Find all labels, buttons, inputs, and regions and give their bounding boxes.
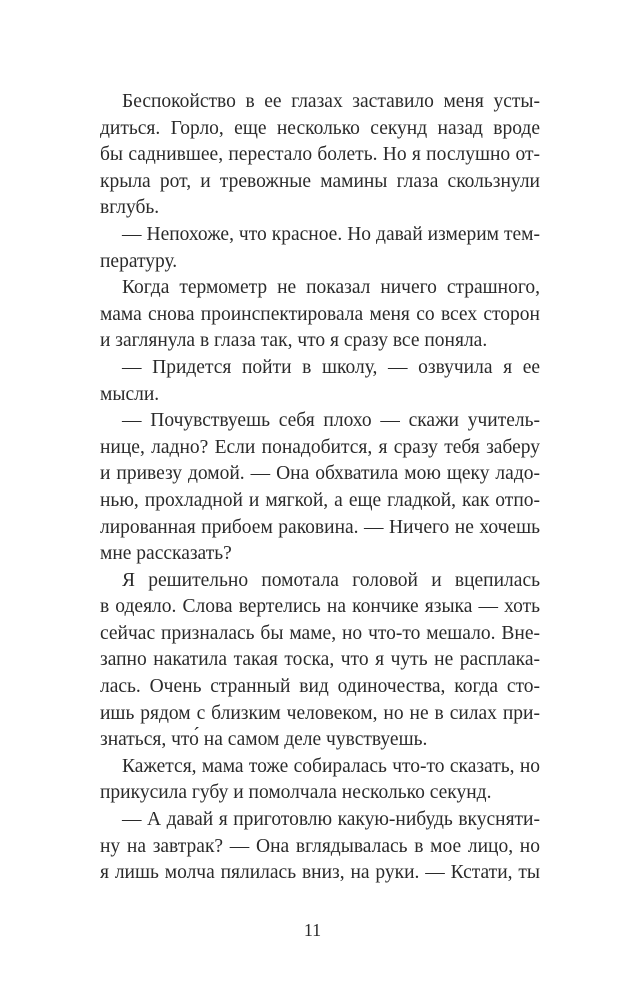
text-line: Беспокойство в ее глазах заставило меня усты- (122, 91, 540, 112)
text-line: нице, ладно? Если понадобится, я сразу тебя заберу (100, 436, 540, 458)
text-line: бы саднившее, перестало болеть. Но я послушно от- (100, 144, 540, 166)
text-line: Кажется, мама тоже собиралась что-то сказать, но (122, 755, 540, 777)
text-line: Я решительно помотала головой и вцепилась (122, 569, 540, 591)
text-line: ну на завтрак? — Она вглядывалась в мое лицо, но (100, 835, 540, 857)
page-body-text (100, 89, 540, 887)
text-line: в одеяло. Слова вертелись на кончике языка — хоть (100, 596, 540, 618)
text-line: мама снова проинспектировала меня со всех сторон (100, 303, 540, 325)
text-line: крыла рот, и тревожные мамины глаза скользнули (100, 170, 540, 192)
text-line: я лишь молча пялилась вниз, на руки. — Кстати, ты (100, 862, 540, 884)
text-line: и заглянула в глаза так, что я сразу все поняла. (100, 330, 488, 352)
text-line: — Почувствуешь себя плохо — скажи учитель- (122, 410, 540, 432)
text-line: — Непохоже, что красное. Но давай измерим тем- (122, 223, 540, 245)
text-line: пературу. (100, 250, 178, 272)
text-line: и привезу домой. — Она обхватила мою щеку ладо- (100, 463, 540, 485)
text-line: диться. Горло, еще несколько секунд назад вроде (100, 117, 540, 139)
text-line: сейчас призналась бы маме, но что-то мешало. Вне- (100, 622, 540, 644)
text-line: мне рассказать? (100, 543, 232, 565)
text-line: знаться, что́ на самом деле чувствуешь. (100, 729, 428, 751)
text-line: запно накатила такая тоска, что я чуть не расплака- (100, 649, 540, 671)
text-line: нью, прохладной и мягкой, а еще гладкой, как отпо- (100, 489, 540, 511)
text-line: — А давай я приготовлю какую-нибудь вкусняти- (122, 809, 540, 831)
text-line: — Придется пойти в школу, — озвучила я ее (122, 356, 540, 378)
text-line: Когда термометр не показал ничего страшного, (122, 277, 540, 299)
text-line: вглубь. (100, 197, 160, 219)
text-line: ишь рядом с близким человеком, но не в силах при- (100, 702, 540, 724)
text-line: прикусила губу и помолчала несколько секунд. (100, 782, 492, 804)
page-number: 11 (303, 920, 322, 940)
text-line: лась. Очень странный вид одиночества, когда сто- (100, 676, 540, 698)
text-line: лированная прибоем раковина. — Ничего не хочешь (100, 516, 540, 538)
text-line: мысли. (100, 383, 160, 405)
